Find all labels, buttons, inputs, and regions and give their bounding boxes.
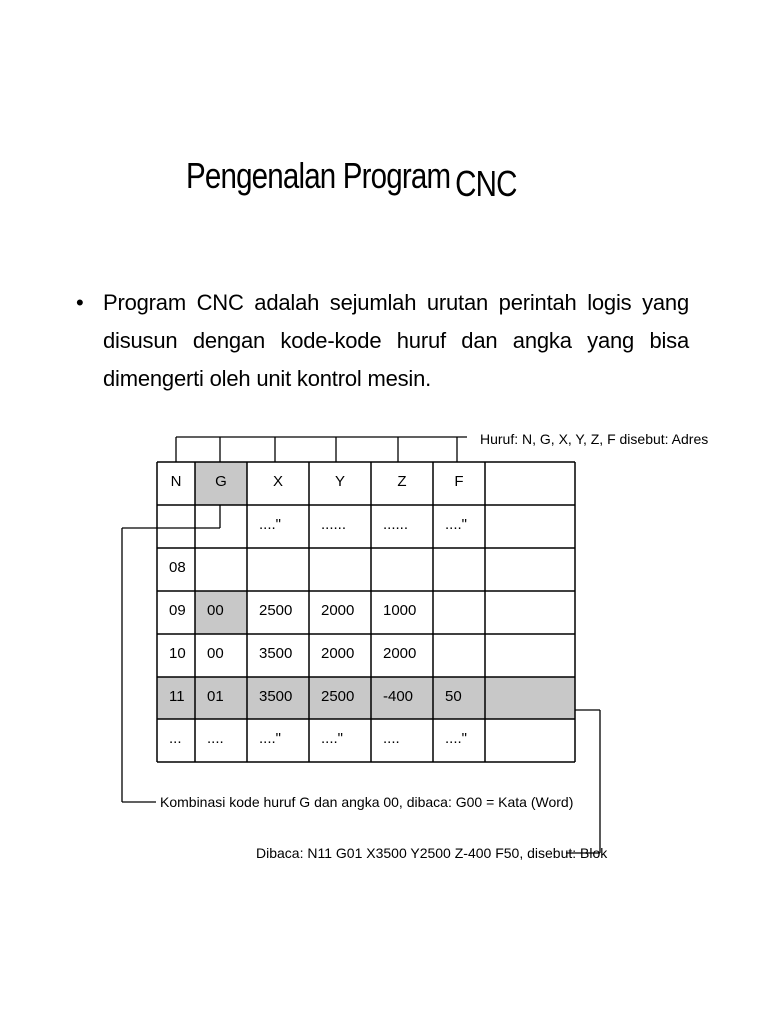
table-cell: 3500 <box>259 645 293 662</box>
table-cell: 00 <box>207 645 224 662</box>
address-bracket <box>176 437 467 462</box>
table-cell: ...." <box>445 730 467 747</box>
block-bracket <box>566 710 600 853</box>
table-cell: 2500 <box>259 602 293 619</box>
block-note: Dibaca: N11 G01 X3500 Y2500 Z-400 F50, disebut: Blok <box>256 845 608 861</box>
table-cell: 08 <box>169 559 186 576</box>
table-header-cell: Y <box>334 473 346 490</box>
table-cell: 3500 <box>259 688 293 705</box>
table-cell: ...." <box>259 730 281 747</box>
table-cell: 2000 <box>321 645 355 662</box>
table-cell: 2000 <box>383 645 417 662</box>
table-cell: ...... <box>321 516 347 533</box>
bullet-text-content: Program CNC adalah sejumlah urutan perintah logis yang disusun dengan kode-kode huruf dan angka yang bisa dimengerti oleh unit kontrol mesin. <box>103 290 689 391</box>
table-header-cell: G <box>215 473 227 490</box>
table-header-cell: Z <box>397 473 407 490</box>
table-cell: ...." <box>259 516 281 533</box>
table-cell: 00 <box>207 602 224 619</box>
table-cell: 01 <box>207 688 224 705</box>
table-header-cell: X <box>272 473 284 490</box>
title-cnc: CNC <box>455 163 517 204</box>
table-cell: .... <box>207 730 224 747</box>
table-cell: 10 <box>169 645 186 662</box>
table-cell: .... <box>383 730 400 747</box>
table-cell: 09 <box>169 602 186 619</box>
table-cell: ... <box>169 730 182 747</box>
title-main: Pengenalan Program <box>186 155 451 196</box>
table-cell: 2500 <box>321 688 355 705</box>
table-header-cell: N <box>170 473 182 490</box>
table-cell: ...." <box>445 516 467 533</box>
table-header-cell: F <box>454 473 464 490</box>
address-note: Huruf: N, G, X, Y, Z, F disebut: Adres <box>480 431 709 447</box>
table-cell: 50 <box>445 688 462 705</box>
table-cell: 2000 <box>321 602 355 619</box>
table-cell: ...." <box>321 730 343 747</box>
table-cell: ...... <box>383 516 409 533</box>
table-cell: 11 <box>169 688 185 705</box>
word-note: Kombinasi kode huruf G dan angka 00, dibaca: G00 = Kata (Word) <box>160 794 574 810</box>
bullet-dot: • <box>76 290 84 315</box>
table-cell: 1000 <box>383 602 417 619</box>
table-cell: -400 <box>383 688 414 705</box>
